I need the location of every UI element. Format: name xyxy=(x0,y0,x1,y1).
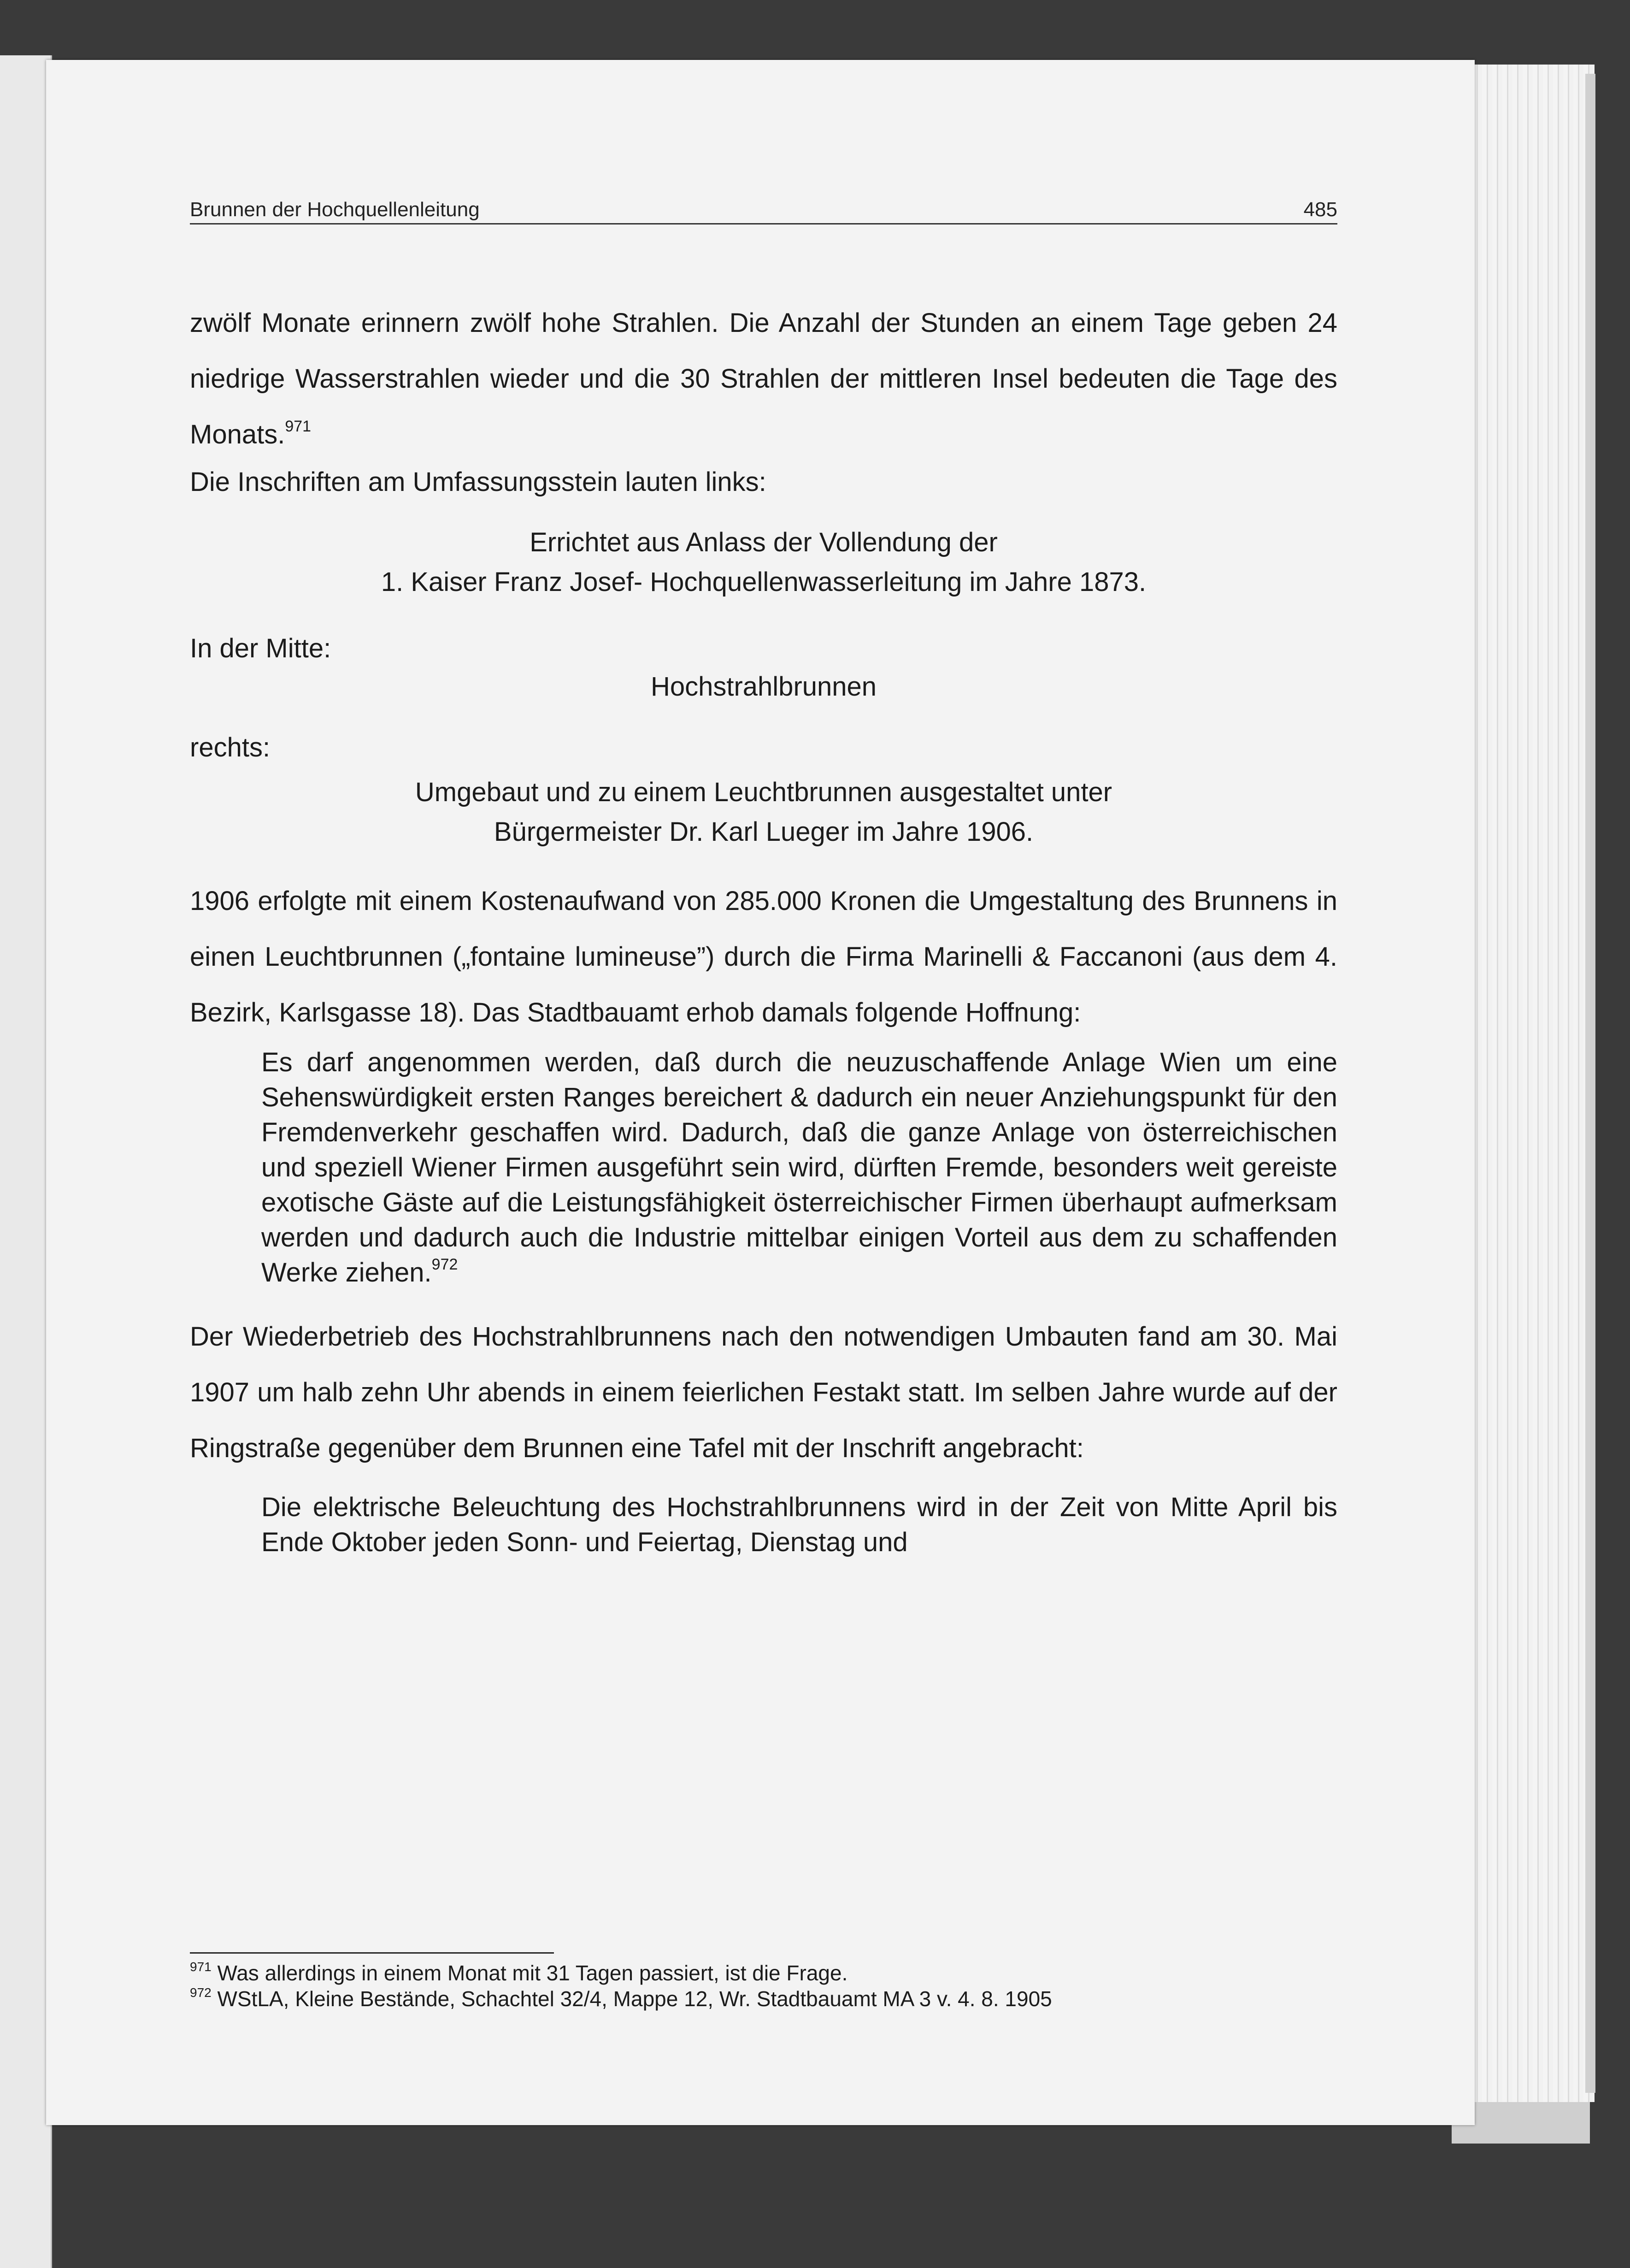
inscription-left-line-1: Errichtet aus Anlass der Vollendung der xyxy=(530,527,998,557)
footnote-972: $^{972}$ WStLA, Kleine Bestände, Schachtel 32/4, Mappe 12, Wr. Stadtbauamt MA 3 v. 4. 8. 1905 xyxy=(190,1985,1052,2011)
inscription-middle: Hochstrahlbrunnen xyxy=(650,672,877,702)
footnote-rule xyxy=(190,1952,554,1954)
paragraph-4: Der Wiederbetrieb des Hochstrahlbrunnens nach den notwendigen Umbauten fand am 30. Mai 1907 um halb zehn Uhr abends in einem feierlichen Festakt statt. Im selben Jahre wurde auf der Ringstraße gegenüber dem Brunnen eine Tafel mit der Inschrift angebracht: xyxy=(190,1322,1337,1463)
running-header xyxy=(190,198,1337,224)
inscription-left-line-2: 1. Kaiser Franz Josef- Hochquellenwasserleitung im Jahre 1873. xyxy=(381,567,1147,597)
paragraph-1: zwölf Monate erinnern zwölf hohe Strahlen. Die Anzahl der Stunden an einem Tage geben 24 niedrige Wasserstrahlen wieder und die 30 Strahlen der mittleren Insel bedeuten die Tage des Monats.$^{971}$ xyxy=(190,308,1337,449)
footnote-971: $^{971}$ Was allerdings in einem Monat mit 31 Tagen passiert, ist die Frage. xyxy=(190,1960,848,1985)
previous-page-edge xyxy=(0,55,52,2268)
page-number: 485 xyxy=(1303,198,1337,221)
label-middle: In der Mitte: xyxy=(190,633,331,663)
inscription-right-line-2: Bürgermeister Dr. Karl Lueger im Jahre 1906. xyxy=(494,817,1034,847)
footnotes xyxy=(190,1952,1337,2012)
header-title: Brunnen der Hochquellenleitung xyxy=(190,198,480,221)
inscription-right-line-1: Umgebaut und zu einem Leuchtbrunnen ausgestaltet unter xyxy=(415,777,1112,807)
paragraph-3: 1906 erfolgte mit einem Kostenaufwand von 285.000 Kronen die Umgestaltung des Brunnens in einen Leuchtbrunnen („fontaine lumineuse”) durch die Firma Marinelli & Faccanoni (aus dem 4. Bezirk, Karlsgasse 18). Das Stadtbauamt erhob damals folgende Hoffnung: xyxy=(190,886,1337,1028)
footnote-ref-972: 972 xyxy=(431,1256,458,1273)
paragraph-2: Die Inschriften am Umfassungsstein lauten links: xyxy=(190,467,766,497)
label-right: rechts: xyxy=(190,732,271,762)
page-body xyxy=(190,295,1337,1560)
page-stack-shadow xyxy=(1585,74,1595,2093)
quote-block-2: Die elektrische Beleuchtung des Hochstrahlbrunnens wird in der Zeit von Mitte April bis Ende Oktober jeden Sonn- und Feiertag, Dienstag und xyxy=(261,1492,1337,1557)
footnote-ref-971: 971 xyxy=(285,418,312,435)
quote-block-1: Es darf angenommen werden, daß durch die neuzuschaffende Anlage Wien um eine Sehenswürdigkeit ersten Ranges bereichert & dadurch ein neuer Anziehungspunkt für den Fremdenverkehr geschaffen wird. Dadurch, daß die ganze Anlage von österreichischen und speziell Wiener Firmen ausgeführt sein wird, dürften Fremde, besonders weit gereiste exotische Gäste auf die Leistungsfähigkeit österreichischer Firmen überhaupt aufmerksam werden und dadurch auch die Industrie mittelbar einigen Vorteil aus dem zu schaffenden Werke ziehen.$^{972}$ xyxy=(261,1047,1337,1288)
